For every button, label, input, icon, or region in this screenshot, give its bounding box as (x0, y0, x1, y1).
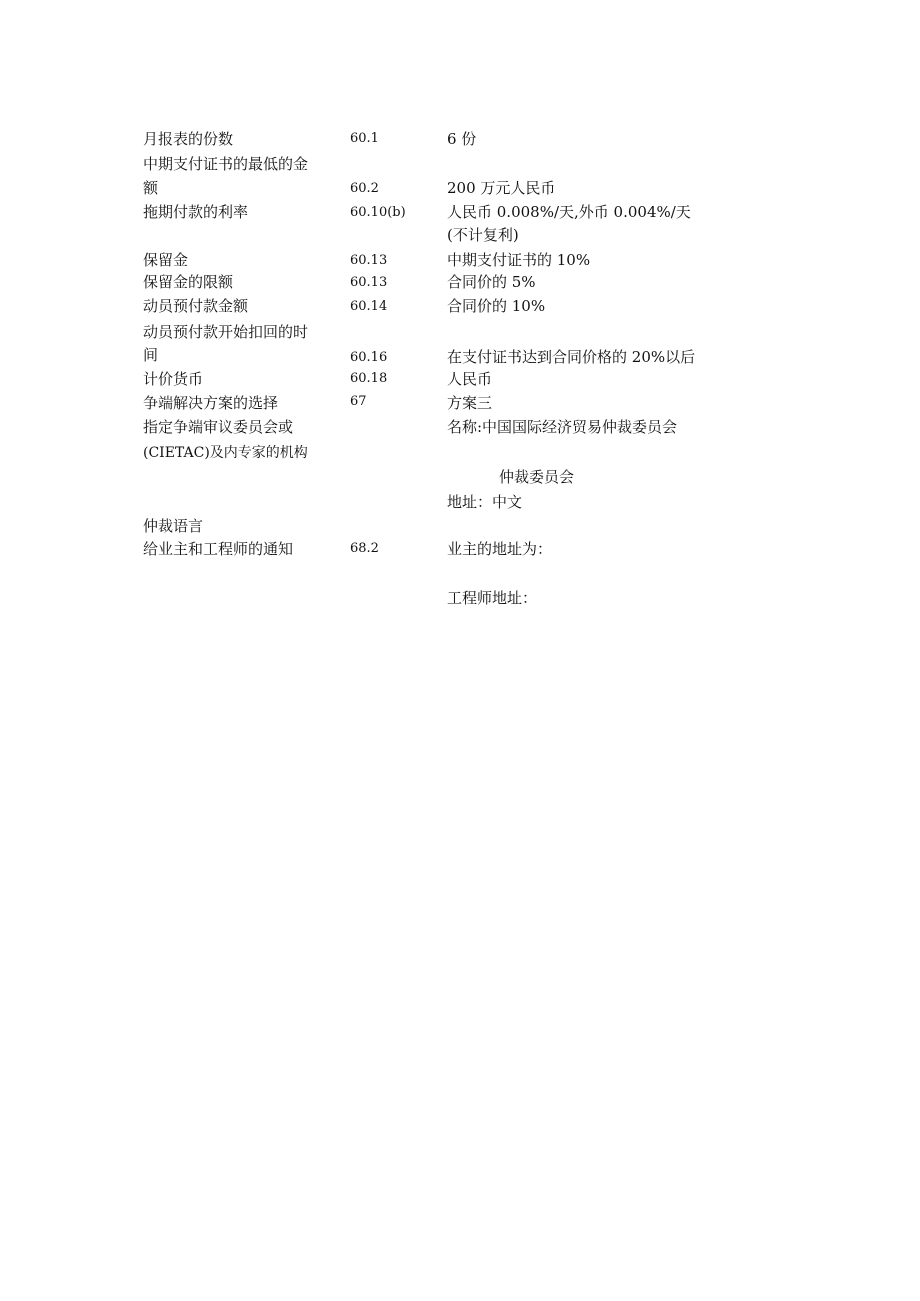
clause-60-1: 60.1 (350, 131, 379, 146)
clause-60-13-a: 60.13 (350, 253, 388, 268)
item-arbitration-language: 仲裁语言 (143, 517, 204, 535)
item-monthly-report-copies: 月报表的份数 (143, 130, 234, 148)
item-retention-money: 保留金 (143, 251, 189, 269)
item-retention-limit: 保留金的限额 (143, 273, 234, 291)
item-dab-appointing-body-line2: (CIETAC)及内专家的机构 (143, 445, 308, 461)
value-mobilization-advance-amount: 合同价的 10% (447, 297, 546, 315)
value-min-interim-payment: 200 万元人民币 (447, 179, 556, 197)
item-pricing-currency: 计价货币 (143, 370, 204, 388)
item-dab-appointing-body-line1: 指定争端审议委员会或 (143, 418, 294, 436)
clause-60-2: 60.2 (350, 181, 379, 196)
value-retention-limit: 合同价的 5% (447, 273, 536, 291)
clause-60-18: 60.18 (350, 371, 388, 386)
clause-60-14: 60.14 (350, 299, 388, 314)
value-dab-appointing-body-name: 名称:中国国际经济贸易仲裁委员会 (447, 418, 678, 436)
item-mobilization-advance-amount: 动员预付款金额 (143, 297, 249, 315)
clause-60-10b: 60.10(b) (350, 205, 406, 220)
clause-67: 67 (350, 394, 367, 409)
value-retention-money: 中期支付证书的 10% (447, 251, 591, 269)
value-arbitration-commission: 仲裁委员会 (499, 468, 575, 486)
item-min-interim-payment-line1: 中期支付证书的最低的金 (143, 155, 309, 173)
value-dispute-resolution-option: 方案三 (447, 394, 493, 412)
value-late-payment-rate-line2: (不计复利) (447, 226, 519, 244)
value-monthly-report-copies: 6 份 (447, 130, 477, 148)
item-min-interim-payment-line2: 额 (143, 179, 159, 197)
clause-60-13-b: 60.13 (350, 275, 388, 290)
item-notices-to-employer-engineer: 给业主和工程师的通知 (143, 540, 294, 558)
item-late-payment-rate: 拖期付款的利率 (143, 203, 249, 221)
value-advance-repayment-start: 在支付证书达到合同价格的 20%以后 (447, 348, 696, 366)
value-pricing-currency: 人民币 (447, 370, 493, 388)
item-advance-repayment-start-line1: 动员预付款开始扣回的时 (143, 323, 309, 341)
clause-68-2: 68.2 (350, 541, 379, 556)
value-employer-address: 业主的地址为： (447, 540, 553, 558)
value-engineer-address: 工程师地址： (447, 589, 538, 607)
value-address-chinese: 地址：中文 (447, 493, 523, 511)
clause-60-16: 60.16 (350, 350, 388, 365)
item-dispute-resolution-option: 争端解决方案的选择 (143, 394, 279, 412)
item-advance-repayment-start-line2: 间 (143, 346, 159, 364)
value-late-payment-rate-line1: 人民币 0.008%/天,外币 0.004%/天 (447, 203, 691, 221)
